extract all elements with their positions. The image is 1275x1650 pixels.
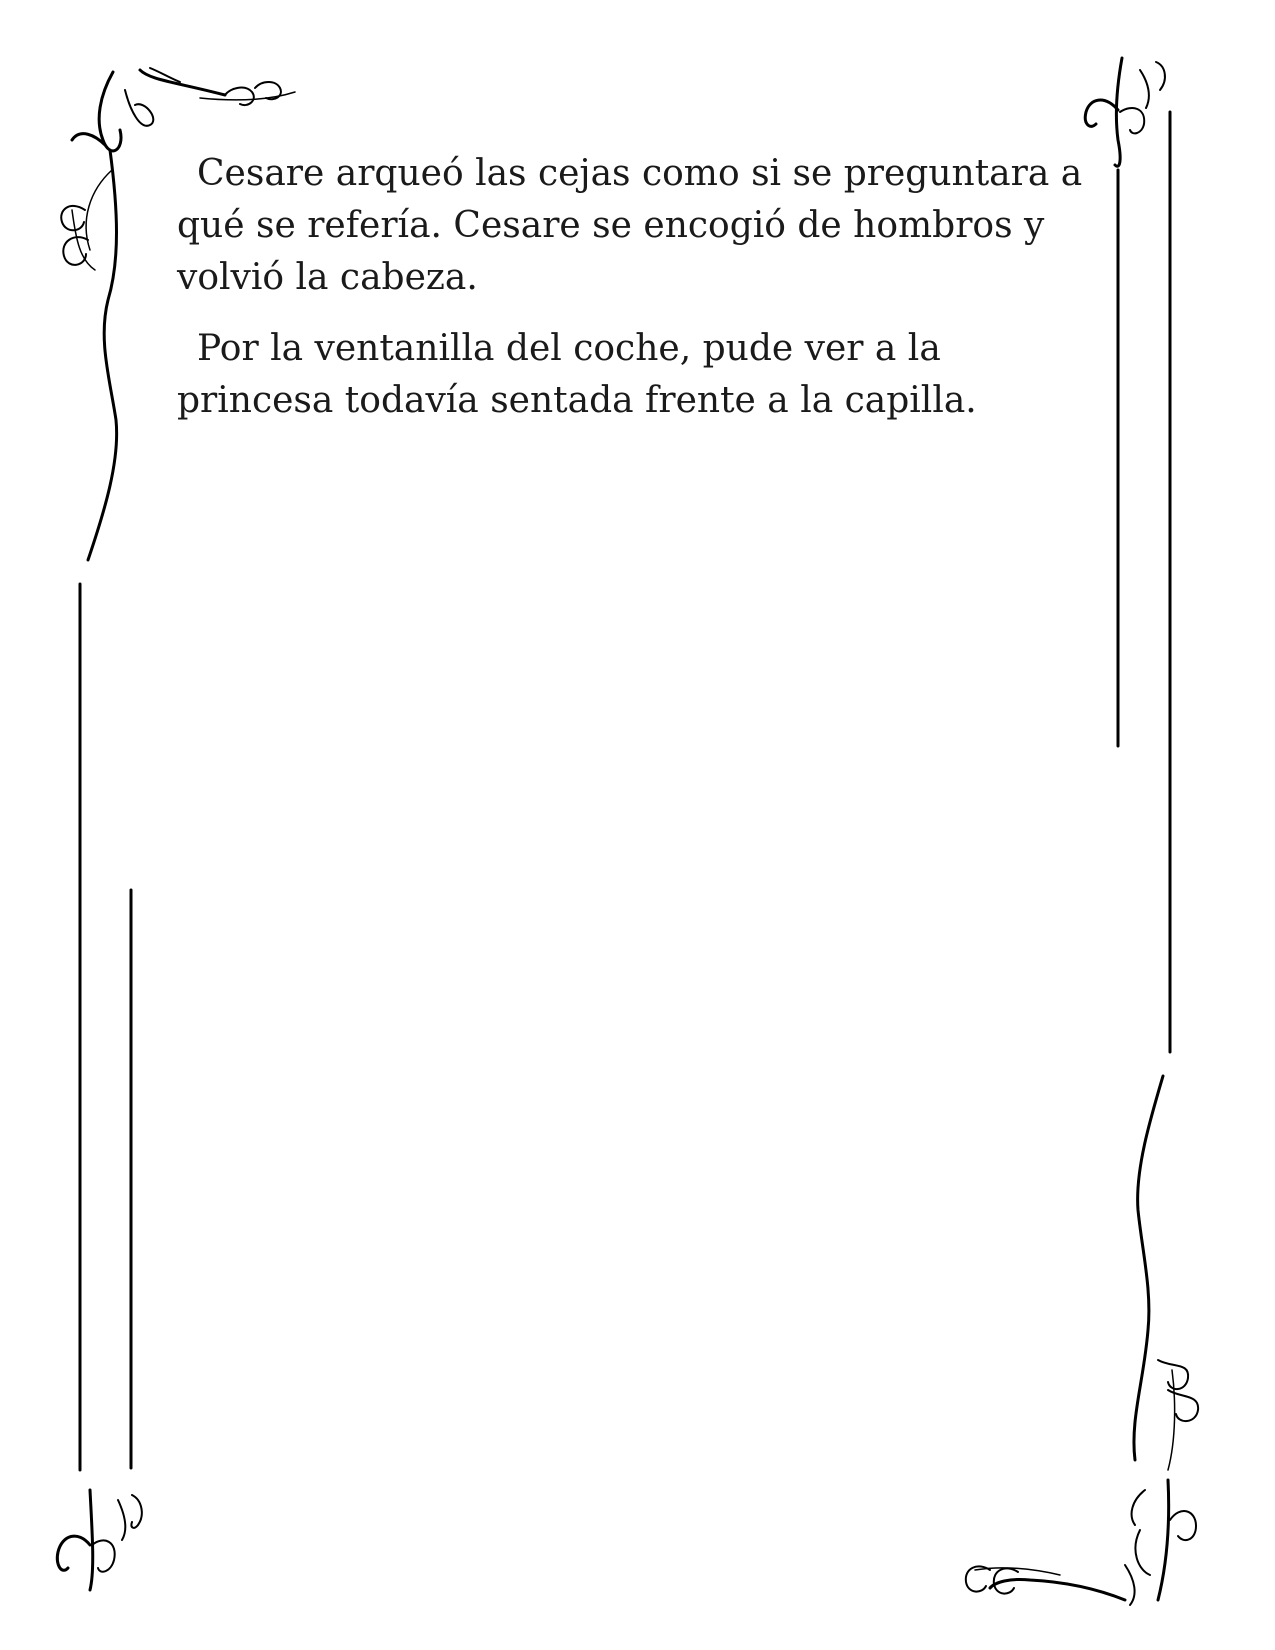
story-text xyxy=(177,148,1087,446)
bottom-left-flourish-icon xyxy=(57,1490,142,1590)
top-right-flourish-icon xyxy=(1085,58,1165,166)
paragraph-1: Cesare arqueó las cejas como si se preguntara a qué se refería. Cesare se encogió de hombros y volvió la cabeza. xyxy=(177,153,1083,298)
paragraph-2: Por la ventanilla del coche, pude ver a la princesa todavía sentada frente a la capilla. xyxy=(177,328,977,421)
bottom-right-flourish-icon xyxy=(966,1076,1198,1605)
